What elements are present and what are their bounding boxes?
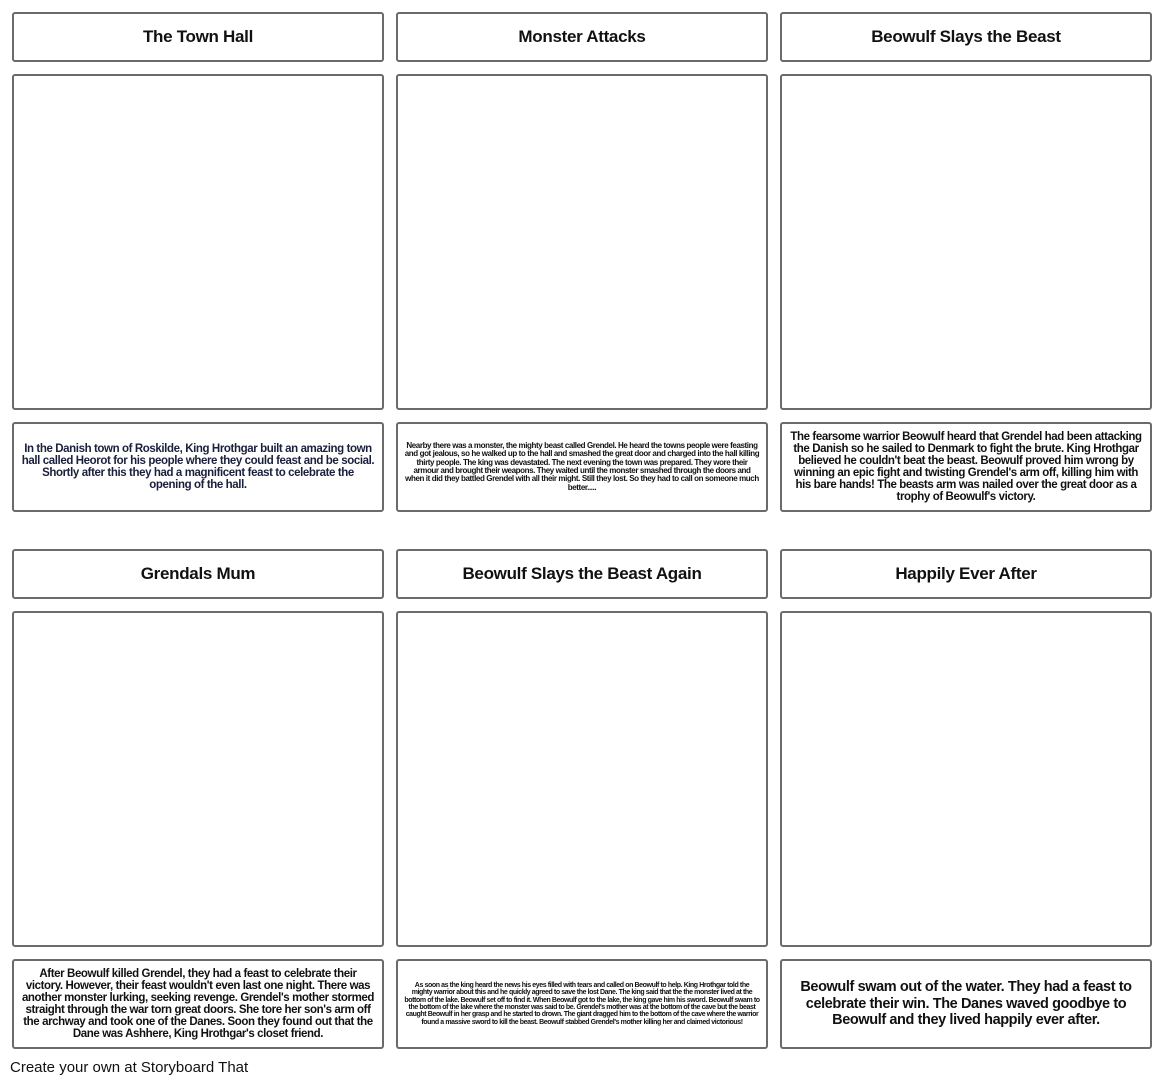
cell-4-title: Grendals Mum <box>12 549 384 599</box>
cell-1-description: In the Danish town of Roskilde, King Hrothgar built an amazing town hall called Heorot for his people where they could feast and be social. Shortly after this they had a magnificent feast to celebrate the opening of the hall. <box>12 422 384 512</box>
cell-6-image <box>780 611 1152 947</box>
cell-5-description: As soon as the king heard the news his eyes filled with tears and called on Beowulf to help. King Hrothgar told the mighty warrior about this and he quickly agreed to save the lost Dane. The king said that the the monster lived at the bottom of the lake. Beowulf set off to find it. When Beowulf got to the lake, the king gave him his sword. Beowulf swam to the bottom of the lake where the monster was said to be. Grendel's mother was at the bottom of the cave but the beast caught Beowulf in her grasp and he started to drown. The giant dragged him to the bottom of the cave where the warrior found a massive sword to kill the beast. Beowulf stabbed Grendel's mother killing her and claimed victorious! <box>396 959 768 1049</box>
cell-1-image <box>12 74 384 410</box>
cell-1-title: The Town Hall <box>12 12 384 62</box>
cell-5-image <box>396 611 768 947</box>
cell-2-image <box>396 74 768 410</box>
storyboard-that-link[interactable]: Create your own at Storyboard That <box>10 1059 249 1076</box>
cell-3-title: Beowulf Slays the Beast <box>780 12 1152 62</box>
cell-6-title: Happily Ever After <box>780 549 1152 599</box>
cell-3-image <box>780 74 1152 410</box>
cell-4-description: After Beowulf killed Grendel, they had a feast to celebrate their victory. However, their feast wouldn't even last one night. There was another monster lurking, seeking revenge. Grendel's mother stormed straight through the war torn great doors. She tore her son's arm off the archway and took one of the Danes. Soon they found out that the Dane was Ashhere, King Hrothgar's closet friend. <box>12 959 384 1049</box>
cell-4-image <box>12 611 384 947</box>
cell-2-title: Monster Attacks <box>396 12 768 62</box>
cell-5-title: Beowulf Slays the Beast Again <box>396 549 768 599</box>
cell-6-description: Beowulf swam out of the water. They had a feast to celebrate their win. The Danes waved goodbye to Beowulf and they lived happily ever after. <box>780 959 1152 1049</box>
cell-3-description: The fearsome warrior Beowulf heard that Grendel had been attacking the Danish so he sailed to Denmark to fight the brute. King Hrothgar believed he couldn't beat the beast. Beowulf proved him wrong by winning an epic fight and twisting Grendel's arm off, killing him with his bare hands! The beasts arm was nailed over the great door as a trophy of Beowulf's victory. <box>780 422 1152 512</box>
cell-2-description: Nearby there was a monster, the mighty beast called Grendel. He heard the towns people were feasting and got jealous, so he walked up to the hall and smashed the great door and charged into the hall killing thirty people. The king was devastated. The next evening the town was prepared. They wore their armour and brought their weapons. They waited until the monster smashed through the doors and when it did they battled Grendel with all their might. Still they lost. So they had to call on someone much better..... <box>396 422 768 512</box>
